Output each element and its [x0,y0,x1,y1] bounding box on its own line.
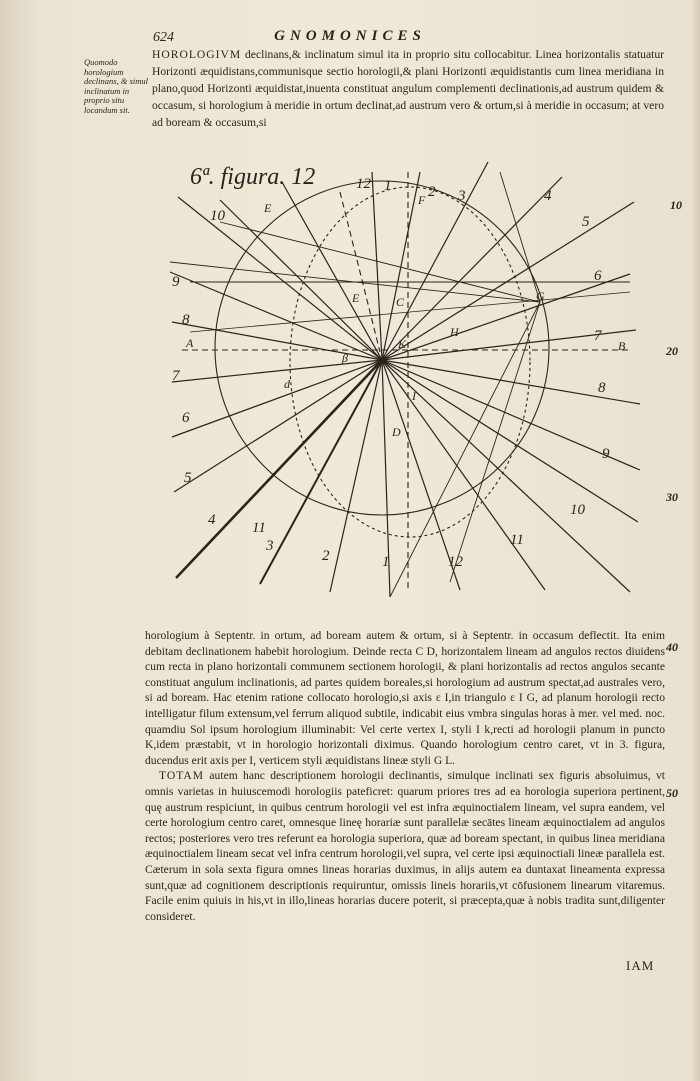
point-e: E [352,291,360,305]
marginal-note: Quomodo horologium declinans, & simul inclinatum in proprio situ locandum sit. [84,57,148,115]
catchword: IAM [626,958,655,973]
point-d-small: d [284,377,290,391]
paragraph-2: horologium à Septentr. in ortum, ad boream autem & ortum, si à Septentr. in occasum deflectit. Ita enim debitam declinationem habebit horologium. Deinde recta C D, horizontalem lineam ad angulos rectos diuidens cum recta in plano horizontali communem sectionem horologii, & plani horizontalis ad rectos angulos secante constituat angulum inclinationis, ad partes quidem boreales,si horologium ad austrum spectat,ad australes vero, si ad boream. Hac etenim ratione collocato horologio,si axis ε I,in triangulo ε I G, ad planum horologii recto intelligatur filum extensum,vel ferrum aliquod subtile, indicabit eius vmbra singulas horas à mer. vel med. noc. quamdiu Sol ipsum horologium illuminabit: Vel certe vertex I, styli I k,recti ad horologii planum in puncto K,idem præstabit, vt in horologio horizontali diximus. Quando horologium centro caret, vt in 3. figura, ducendus erit axis per I, verticem styli æquidistans lineæ styli G L. [145,629,665,767]
line-number-20: 20 [666,344,678,358]
outer-circle [215,181,549,515]
hour-label: 6 [594,268,602,284]
line-number-50: 50 [666,786,678,800]
paragraph-text: autem hanc descriptionem horologii declinantis, simulque inclinati sex figuris absoluimus, vt omnis varietas in huiuscemodi horologiis pateficret: quarum priores tres ad ea horologia superiora pertinent, quę austrum respiciunt, in quibus centrum horologii vel est infra æquinoctialem lineam, vel supra eandem, vel certe horologium centro caret, omnesque lineę horariæ sunt parallelæ secātes lineam æquinoctialem ad angulos rectos; posteriores vero tres referunt ea horologia superiora, quæ ad boream spectant, in quibus linea meridiana æquinoctialem lineam secat vel infra centrum horologii,vel supra, vel certe ipsi æquinoctiali lineæ parallela est. Cæterum in sola sexta figura omnes lineas horarias duximus, in alijs autem ea duntaxat lineamenta expressa sunt,quæ ad cognitionem descriptionis requiruntur, omissis lineis horariis,vt cōfusionem linearum vitaremus. Facile enim quiuis in his,vt in illo,lineas horarias ducere poterit, si præcepta,quæ à nobis tradita sunt,diligenter consideret. [145,769,665,923]
hour-label: 11 [510,532,524,548]
point-k: K [398,337,407,351]
line-number-30: 30 [666,490,678,504]
dotted-ellipse [290,187,530,537]
paragraph-lead-word: HOROLOGIVM [152,48,242,61]
sundial-figure [160,152,650,602]
paragraph-lead-word: TOTAM [159,769,205,783]
hour-label: 9 [172,274,180,290]
hour-label: 11 [252,520,266,536]
hour-label: 2 [428,184,436,200]
page-number: 624 [153,30,174,45]
hour-label: 10 [570,502,585,518]
point-g: G [536,289,545,303]
hour-label: 5 [184,470,192,486]
point-h: H [450,325,459,339]
line-number-40: 40 [666,640,678,654]
hour-label: 4 [208,512,216,528]
point-b: B [618,339,626,353]
hour-label: 7 [594,328,602,344]
hour-label: 2 [322,548,330,564]
paragraph-3 [145,768,665,924]
hour-label: 8 [598,380,606,396]
point-e-small: E [264,201,272,215]
hour-label: 1 [382,554,390,570]
hour-label: 3 [266,538,274,554]
point-a: A [186,336,194,350]
hour-label: 4 [544,188,552,204]
opening-paragraph [152,46,664,131]
running-title: GNOMONICES [274,28,426,44]
point-beta: β [342,351,348,365]
sundial-diagram [160,152,650,602]
paragraph-text: declinans,& inclinatum simul ita in proprio situ collocabitur. Linea horizontalis statuatur Horizonti æquidistans,communisque sectio horologii,& plani Horizonti æquidistantis cum linea meridiana in plano,quod Horizonti æquidistat,inuenta constituat angulum complementi declinationis,ad austrum quidem & occasum, si horologium à meridie in ortum declinat,ad austrum vero & ortum,si à meridie in occasum; at vero ad boream & occasum,si [152,48,664,129]
point-d: D [392,425,401,439]
hour-label: 10 [210,208,225,224]
hour-label: 5 [582,214,590,230]
hour-label: 12 [356,176,371,192]
hour-label: 8 [182,312,190,328]
hour-label: 12 [448,554,463,570]
hour-label: 9 [602,446,610,462]
hour-label: 3 [458,188,466,204]
line-number-10: 10 [670,198,682,212]
main-text [145,628,665,924]
hour-label: 6 [182,410,190,426]
point-f: F [418,193,426,207]
point-i: I [412,389,416,403]
figure-caption: 6ª. figura. 12 [190,164,316,190]
point-c: C [396,295,405,309]
hour-label: 1 [384,178,392,194]
hour-label: 7 [172,368,180,384]
